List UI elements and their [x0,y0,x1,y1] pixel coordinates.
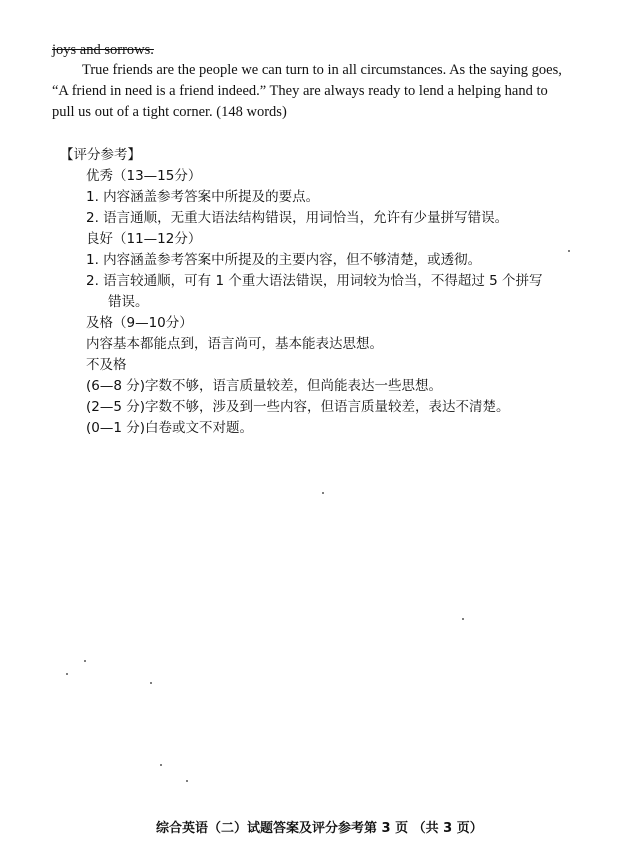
scan-speck [568,250,570,252]
essay-line-2: “A friend in need is a friend indeed.” They are always ready to lend a helping hand to [52,83,548,99]
grade-good-item-2: 2. 语言较通顺，可有 1 个重大语法错误，用词较为恰当，不得超过 5 个拼写 [86,273,543,289]
rubric-heading: 【评分参考】 [60,147,141,163]
essay-line-3: pull us out of a tight corner. (148 words) [52,104,287,120]
grade-excellent-label: 优秀（13—15分） [86,168,202,184]
scan-speck [186,780,188,782]
grade-fail-item-1: (6—8 分)字数不够，语言质量较差，但尚能表达一些思想。 [86,378,443,394]
grade-fail-item-2: (2—5 分)字数不够，涉及到一些内容，但语言质量较差，表达不清楚。 [86,399,510,415]
essay-line-1: True friends are the people we can turn to in all circumstances. As the saying goes, [82,62,562,78]
scan-speck [66,673,68,675]
scan-speck [84,660,86,662]
grade-fail-label: 不及格 [86,357,127,373]
grade-good-label: 良好（11—12分） [86,231,202,247]
grade-good-item-1: 1. 内容涵盖参考答案中所提及的主要内容，但不够清楚，或透彻。 [86,252,482,268]
scan-speck [150,682,152,684]
scan-speck [322,492,324,494]
scan-speck [462,618,464,620]
scan-speck [160,764,162,766]
essay-line-struck: joys and sorrows. [52,42,154,58]
grade-pass-desc: 内容基本都能点到，语言尚可，基本能表达思想。 [86,336,383,352]
grade-pass-label: 及格（9—10分） [86,315,193,331]
grade-excellent-item-2: 2. 语言通顺，无重大语法结构错误，用词恰当，允许有少量拼写错误。 [86,210,509,226]
page-footer: 综合英语（二）试题答案及评分参考第 3 页 （共 3 页） [156,821,483,836]
grade-excellent-item-1: 1. 内容涵盖参考答案中所提及的要点。 [86,189,320,205]
grade-good-item-2-cont: 错误。 [108,294,149,310]
grade-fail-item-3: (0—1 分)白卷或文不对题。 [86,420,254,436]
